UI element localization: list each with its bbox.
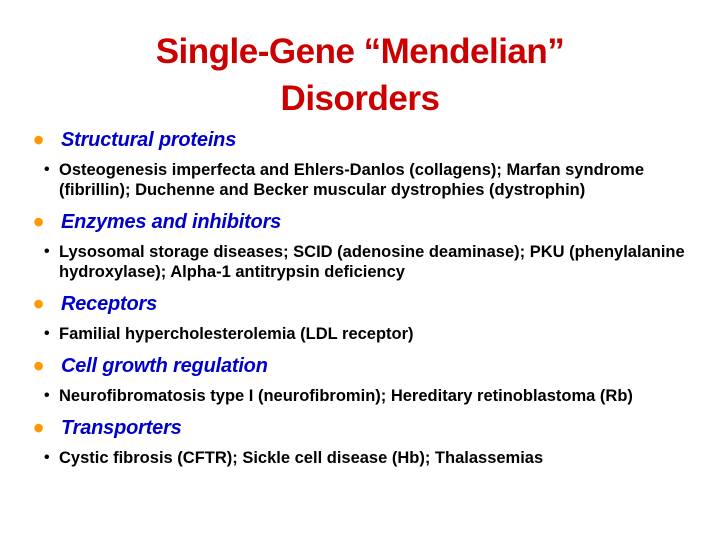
category-detail (0, 242, 720, 282)
sub-bullet-icon: • (44, 387, 50, 404)
detail-text: Neurofibromatosis type I (neurofibromin); Hereditary retinoblastoma (Rb) (59, 387, 633, 405)
bullet-icon: • (33, 286, 45, 322)
category-cell-growth-regulation (0, 348, 720, 386)
category-detail (0, 160, 720, 200)
category-label: Enzymes and inhibitors (61, 211, 282, 233)
title-line-2: Disorders (280, 79, 440, 118)
category-detail (0, 386, 720, 406)
title-line-1: Single-Gene “Mendelian” (155, 32, 565, 71)
category-label: Structural proteins (61, 129, 237, 151)
detail-text: Osteogenesis imperfecta and Ehlers-Danlos (collagens); Marfan syndrome (fibrillin); Duchenne and Becker muscular dystrophies (dystrophin) (59, 161, 644, 199)
bullet-icon: • (33, 204, 45, 240)
detail-text: Familial hypercholesterolemia (LDL receptor) (59, 325, 414, 343)
detail-text: Lysosomal storage diseases; SCID (adenosine deaminase); PKU (phenylalanine hydroxylase); Alpha-1 antitrypsin deficiency (59, 243, 685, 281)
category-receptors (0, 286, 720, 324)
slide-title (60, 28, 660, 122)
bullet-icon: • (33, 348, 45, 384)
category-label: Receptors (61, 293, 158, 315)
category-detail (0, 324, 720, 344)
detail-text: Cystic fibrosis (CFTR); Sickle cell disease (Hb); Thalassemias (59, 449, 544, 467)
sub-bullet-icon: • (44, 449, 50, 466)
sub-bullet-icon: • (44, 325, 50, 342)
bullet-icon: • (33, 410, 45, 446)
sub-bullet-icon: • (44, 161, 50, 178)
bullet-list (0, 122, 720, 472)
category-detail (0, 448, 720, 468)
category-structural-proteins (0, 122, 720, 160)
category-label: Transporters (61, 417, 182, 439)
category-label: Cell growth regulation (61, 355, 268, 377)
sub-bullet-icon: • (44, 243, 50, 260)
bullet-icon: • (33, 122, 45, 158)
category-transporters (0, 410, 720, 448)
category-enzymes-and-inhibitors (0, 204, 720, 242)
